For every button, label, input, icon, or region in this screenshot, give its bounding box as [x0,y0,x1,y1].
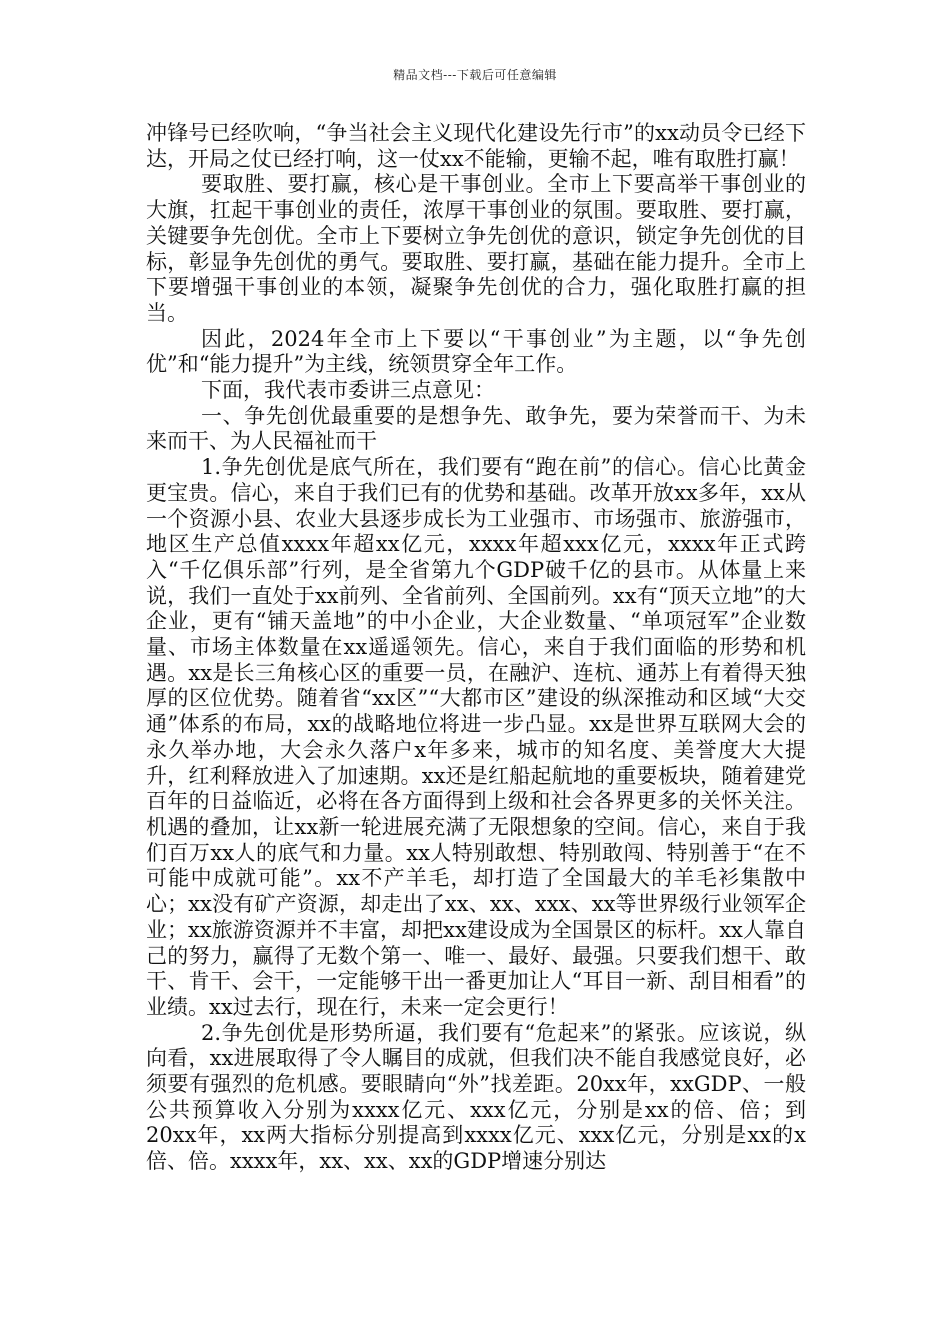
paragraph-opening: 冲锋号已经吹响，“争当社会主义现代化建设先行市”的xx动员令已经下达，开局之仗已经打响，这一仗xx不能输，更输不起，唯有取胜打赢！ [146,121,806,171]
paragraph-point-1: 1.争先创优是底气所在，我们要有“跑在前”的信心。信心比黄金更宝贵。信心，来自于我们已有的优势和基础。改革开放xx多年，xx从一个资源小县、农业大县逐步成长为工业强市、市场强市、旅游强市，地区生产总值xxxx年超xx亿元，xxxx年超xxx亿元，xxxx年正式跨入“千亿俱乐部”行列，是全省第九个GDP破千亿的县市。从体量上来说，我们一直处于xx前列、全省前列、全国前列。xx有“顶天立地”的大企业，更有“铺天盖地”的中小企业，大企业数量、“单项冠军”企业数量、市场主体数量在xx遥遥领先。信心，来自于我们面临的形势和机遇。xx是长三角核心区的重要一员，在融沪、连杭、通苏上有着得天独厚的区位优势。随着省“xx区”“大都市区”建设的纵深推动和区域“大交通”体系的布局，xx的战略地位将进一步凸显。xx是世界互联网大会的永久举办地，大会永久落户x年多来，城市的知名度、美誉度大大提升，红利释放进入了加速期。xx还是红船起航地的重要板块，随着建党百年的日益临近，必将在各方面得到上级和社会各界更多的关怀关注。机遇的叠加，让xx新一轮进展充满了无限想象的空间。信心，来自于我们百万xx人的底气和力量。xx人特别敢想、特别敢闯、特别善于“在不可能中成就可能”。xx不产羊毛，却打造了全国最大的羊毛衫集散中心；xx没有矿产资源，却走出了xx、xx、xxx、xx等世界级行业领军企业；xx旅游资源并不丰富，却把xx建设成为全国景区的标杆。xx人靠自己的努力，赢得了无数个第一、唯一、最好、最强。只要我们想干、敢干、肯干、会干，一定能够干出一番更加让人“耳目一新、刮目相看”的业绩。xx过去行，现在行，未来一定会更行！ [146,455,806,1019]
paragraph-intro: 下面，我代表市委讲三点意见： [201,378,495,403]
paragraph-year-theme: 因此，2024年全市上下要以“干事创业”为主题，以“争先创优”和“能力提升”为主线，统领贯穿全年工作。 [146,326,806,377]
page-header: 精品文档---下载后可任意编辑 [393,68,557,82]
paragraph-point-2: 2.争先创优是形势所逼，我们要有“危起来”的紧张。应该说，纵向看，xx进展取得了令人瞩目的成就，但我们决不能自我感觉良好，必须要有强烈的危机感。要眼睛向“外”找差距。20xx年，xxGDP、一般公共预算收入分别为xxxx亿元、xxx亿元，分别是xx的倍、倍；到20xx年，xx两大指标分别提高到xxxx亿元、xxx亿元，分别是xx的x倍、倍。xxxx年，xx、xx、xx的GDP增速分别达 [146,1020,806,1174]
section-heading: 一、争先创优最重要的是想争先、敢争先，要为荣誉而干、为未来而干、为人民福祉而干 [146,403,806,454]
document-body [146,121,806,1175]
paragraph-core-theme: 要取胜、要打赢，核心是干事创业。全市上下要高举干事创业的大旗，扛起干事创业的责任，浓厚干事创业的氛围。要取胜、要打赢，关键要争先创优。全市上下要树立争先创优的意识，锁定争先创优的目标，彰显争先创优的勇气。要取胜、要打赢，基础在能力提升。全市上下要增强干事创业的本领，凝聚争先创优的合力，强化取胜打赢的担当。 [146,172,806,325]
